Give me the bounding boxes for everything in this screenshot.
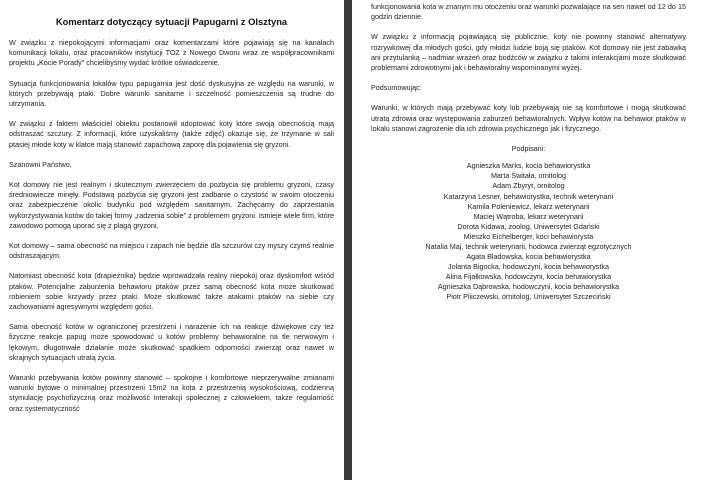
signature-item: Marta Świtała, ornitolog: [490, 171, 567, 181]
paragraph-intro: W związku z niepokojącymi informacjami oraz komentarzami które pojawiają się na kanałach komunikacji lokalu, oraz pracowników instytucji TOZ z Nowego Dworu wraz ze współpracownikami projektu „Kocie Porady" chcielibyśmy wydać krótkie oświadczenie.: [9, 38, 334, 68]
paragraph-cats-adoption: W związku z faktem właściciel obiektu postanowił adoptować koty które swoją obecnością mają odstraszać szczury. Z informacji, które uzyskaliśmy (także zdjęć) okazuje się, że trzymane w sali ptasiej młode koty w klatce mają stanowić zapachową zaporę dla pojawienia się gryzoni.: [9, 119, 334, 149]
document-page-right: [352, 0, 704, 480]
paragraph-bird-stress: Natomiast obecność kota (drapieżnika) będzie wprowadzała realny niepokój oraz dyskomfort wśród ptaków. Potencjalne zaburzenia behawioru ptaków przez samą obecność kota może skutkować robieniem sobie krzywdy przez ptaki. Może skutkować także atakami ptaków na siebie czy zachowaniami agresywnymi względem gości.: [9, 271, 334, 312]
signature-item: Agnieszka Dąbrowska, hodowczyni, kocia behawiorystka: [437, 282, 620, 292]
paragraph-cat-stress: Sama obecność kotów w ograniczonej przestrzeni i narażenie ich na reakcje dźwiękowe czy też fizyczne reakcje papug może spowodować u kotów problemy behawioralne na tle nerwowym i lękowym, długotrwałe działanie może skutkować spadkiem odporności zwierząt oraz nawet w skrajnych sytuacjach utratą życia.: [9, 322, 334, 362]
document-page-left: [0, 0, 344, 480]
paragraph-summary: Warunki, w których mają przebywać koty lub przebywają nie są komfortowe i mogą skutkować utratą zdrowia oraz występowania zaburzeń behawioralnych. Wpływ kotów na behawior ptaków w lokalu stanowi zagrożenie dla ich zdrowia psychicznego jak i fizycznego.: [371, 103, 686, 133]
paragraph-living-conditions: Warunki przebywania kotów powinny stanowić – spokojne i komfortowe nieprzerywalne zmianami warunki bytowe o minimalnej przestrzeni 15m2 na kota z przestrzenią wysokościową, codzienną stymulację psychofizyczną oraz możliwość interakcji społecznej z człowiekiem, także regularność oraz systematyczność: [9, 373, 334, 413]
signature-item: Piotr Pliiczewski, ornitolog, Uniwersytet Szczeciński: [446, 292, 611, 302]
signatures-list: [371, 161, 686, 302]
paragraph-continuation: funkcjonowania kota w znanym mu otoczeniu oraz warunki pozwalające na sen nawet od 12 do 15 godzin dziennie.: [371, 2, 686, 22]
paragraph-rodents: Kot domowy nie jest realnym i skutecznym zwierzęciem do pozbycia się problemu gryzoni, czasy średniowiecze minęły. Podstawą pozbycia się gryzoni jest zadbanie o czystość w swoim otoczeniu oraz zabezpieczenie okolic budynku pod względem sanitarnym. Zachęcamy do zaprzestania wykorzystywania kotów do takiej formy „radzenia sobie" z problemem gryzoni. Istnieje wiele firm, które zawodowo pomogą uporać się z plagą gryzoni.: [9, 180, 334, 230]
signature-item: Katarzyna Lesner, behawiorystka, technik weterynarii: [443, 191, 614, 201]
signature-item: Jolanta Bigocka, hodowczyni, kocia behawiorystka: [447, 262, 609, 272]
paragraph-cat-presence: Kot domowy – sama obecność na miejscu i zapach nie będzie dla szczurów czy myszy czymś realnie odstraszającym.: [9, 241, 334, 261]
signature-item: Maciej Wątroba, lekarz weterynarii: [473, 211, 584, 221]
document-title: Komentarz dotyczący sytuacji Papugarni z Olsztyna: [55, 16, 288, 27]
signatures-heading: Podpisani:: [511, 144, 546, 154]
signature-item: Agnieszka Marks, kocia behawiorystka: [466, 161, 591, 171]
paragraph-situation: Sytuacja funkcjonowania lokalów typu papugarnia jest dość dyskusyjna ze względu na warunki, w których przebywają ptaki. Dobre warunki sanitarne i szczelność pomieszczenia są trudne do utrzymania.: [9, 78, 334, 109]
paragraph-summary-heading: Podsumowując:: [371, 83, 422, 93]
signature-item: Mieszko Eichelberger, koci behawiorysta: [463, 231, 594, 241]
signature-item: Natalia Maj, technik weterynarii, hodowca zwierząt egzotycznych: [425, 241, 632, 251]
signature-item: Kamila Poleniewicz, lekarz weterynarii: [467, 201, 590, 211]
signature-item: Alina Fijałkowska, hodowczyni, kocia behawiorystka: [445, 272, 612, 282]
signature-item: Dorota Kidawa, zoolog, Uniwersytet Gdański: [457, 221, 600, 231]
paragraph-salutation: Szanowni Państwo,: [9, 159, 72, 169]
signature-item: Agata Bladowska, kocia behawiorystka: [466, 252, 591, 262]
paragraph-entertainment: W związku z informacją pojawiającą się publicznie, koty nie powinny stanowić alternatywy rozrywkowej dla młodych gości, gdy młodzi ludzie boją się ptaków. Kot domowy nie jest zabawką ani przytulanką – nadmiar wrażeń oraz bodźców w związku z takimi interakcjami może skutkować problemami zdrowotnymi jak i behawioralny wspominanymi wyżej.: [371, 32, 686, 73]
signature-item: Adam Zbyryt, ornitolog: [492, 181, 565, 191]
